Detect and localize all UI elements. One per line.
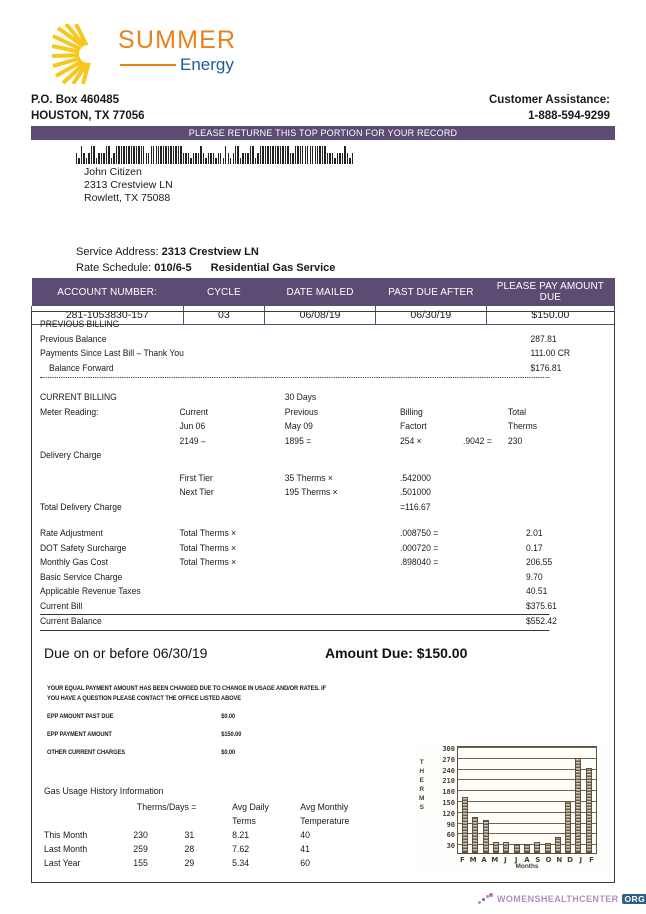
epp-payment-label: EPP PAYMENT AMOUNT xyxy=(47,731,112,738)
payments-row xyxy=(40,347,571,362)
rate-schedule-desc: Residential Gas Service xyxy=(210,262,336,274)
usage-history-table xyxy=(44,801,352,871)
revenue-taxes-label: Applicable Revenue Taxes xyxy=(40,586,141,597)
usage-history-block xyxy=(44,784,357,871)
monthly-gas-cost-rate: .898040 = xyxy=(400,557,439,568)
monthly-gas-cost-basis: Total Therms × xyxy=(179,557,237,568)
epp-other-charges-label: OTHER CURRENT CHARGES xyxy=(47,749,125,756)
next-tier-name: Next Tier xyxy=(179,487,214,498)
usage-subhead-temperature: Temperature xyxy=(300,816,350,827)
dot-surcharge-amount: 0.17 xyxy=(526,542,543,554)
divider-solid-2 xyxy=(40,630,549,631)
rate-schedule-value: 010/6-5 xyxy=(154,262,192,274)
billing-days: 30 Days xyxy=(284,392,317,403)
col-past-due-after: PAST DUE AFTER xyxy=(375,278,486,306)
usage-period-0: This Month xyxy=(44,830,88,841)
statement-lines xyxy=(40,318,571,631)
usage-header-row-2 xyxy=(44,815,352,829)
chart-bar xyxy=(555,837,561,853)
brand-name-primary: SUMMER xyxy=(118,26,237,54)
meter-value-current: 2149 – xyxy=(179,435,206,447)
meter-values-row xyxy=(40,435,549,450)
usage-history-title: Gas Usage History Information xyxy=(44,786,164,797)
spacer-3 xyxy=(40,515,549,527)
company-address-line2: HOUSTON, TX 77056 xyxy=(31,110,145,122)
usage-avg-temp-2: 60 xyxy=(300,858,311,869)
usage-row-last-month xyxy=(44,843,352,857)
customer-assistance-phone: 1-888-594-9299 xyxy=(528,110,610,122)
epp-block xyxy=(47,684,327,766)
monthly-gas-cost-amount: 206.55 xyxy=(526,557,553,568)
sunburst-icon xyxy=(52,24,114,84)
usage-days-0: 31 xyxy=(184,830,195,841)
chart-x-tick: J xyxy=(579,856,583,864)
delivery-charge-row xyxy=(40,449,549,464)
current-balance-row xyxy=(40,615,557,630)
rate-schedule-label: Rate Schedule: xyxy=(76,262,152,274)
revenue-taxes-amount: 40.51 xyxy=(526,586,548,597)
next-tier-rate: .501000 xyxy=(400,487,431,498)
rate-schedule-row xyxy=(76,260,335,276)
usage-avg-daily-1: 7.62 xyxy=(232,844,250,855)
watermark xyxy=(478,893,646,905)
brand-rule xyxy=(120,64,176,66)
chart-bar xyxy=(565,801,571,853)
usage-row-this-month xyxy=(44,829,352,843)
usage-bar-chart xyxy=(415,744,607,874)
chart-x-tick: J xyxy=(504,856,507,864)
meter-therms-label: Therms xyxy=(508,421,537,432)
chart-bar xyxy=(493,842,499,853)
account-table-header-row xyxy=(32,278,615,306)
chart-bar xyxy=(534,842,540,853)
meter-date-current: Jun 06 xyxy=(179,421,206,432)
meter-value-billing: 254 × xyxy=(400,435,422,447)
chart-y-axis-ticks: 300 270 240 210 180 150 120 90 60 30 xyxy=(442,745,455,851)
spacer-2 xyxy=(40,464,549,472)
usage-period-2: Last Year xyxy=(44,858,81,869)
basic-service-charge-label: Basic Service Charge xyxy=(40,571,123,583)
next-tier-row xyxy=(40,486,549,501)
col-date-mailed: DATE MAILED xyxy=(265,278,376,306)
rate-adjustment-row xyxy=(40,527,549,542)
meter-value-total: 230 xyxy=(508,435,523,447)
amount-due-text: Amount Due: $150.00 xyxy=(325,645,468,661)
chart-bar xyxy=(545,843,551,853)
col-account-number: ACCOUNT NUMBER: xyxy=(32,278,184,306)
total-delivery-row xyxy=(40,501,549,516)
balance-forward-amount: $176.81 xyxy=(530,362,562,374)
chart-y-axis-title: T H E R M S xyxy=(419,759,425,811)
val-date-mailed: 06/08/19 xyxy=(265,306,376,325)
current-bill-amount: $375.61 xyxy=(526,600,557,612)
val-cycle: 03 xyxy=(183,306,265,325)
customer-assistance-label: Customer Assistance: xyxy=(488,94,610,106)
epp-note: YOUR EQUAL PAYMENT AMOUNT HAS BEEN CHANGED DUE TO CHANGE IN USAGE AND/OR RATES. IF YOU HAVE A QUESTION PLEASE CONTACT THE OFFICE LISTED ABOVE xyxy=(47,685,327,702)
return-notice-bar: PLEASE RETURNE THIS TOP PORTION FOR YOUR RECORD xyxy=(31,126,615,140)
usage-avg-temp-1: 41 xyxy=(300,844,311,855)
meter-head-total: Total xyxy=(508,406,527,418)
meter-head-previous: Previous xyxy=(284,406,319,418)
usage-avg-daily-2: 5.34 xyxy=(232,858,250,869)
previous-balance-row xyxy=(40,333,557,348)
previous-balance-label: Previous Balance xyxy=(40,333,107,345)
balance-forward-label: Balance Forward xyxy=(49,362,114,374)
customer-assistance xyxy=(489,92,610,124)
chart-x-tick: S xyxy=(535,856,541,864)
watermark-dots-icon xyxy=(478,893,494,905)
chart-bar xyxy=(462,797,468,853)
current-balance-amount: $552.42 xyxy=(526,616,557,627)
epp-past-due-value: $0.00 xyxy=(221,713,236,720)
chart-x-tick: F xyxy=(459,856,465,864)
previous-billing-title: PREVIOUS BILLING xyxy=(40,319,120,330)
payments-label: Payments Since Last Bill – Thank You xyxy=(40,348,184,359)
meter-head2-row xyxy=(40,420,549,435)
basic-service-charge-amount: 9.70 xyxy=(526,571,543,583)
chart-bars xyxy=(458,747,596,853)
val-amount-due: $150.00 xyxy=(486,306,614,325)
current-balance-label: Current Balance xyxy=(40,616,102,627)
mail-name: John Citizen xyxy=(84,166,142,178)
usage-period-1: Last Month xyxy=(44,844,88,855)
usage-header-row-1 xyxy=(44,801,352,815)
chart-x-tick: D xyxy=(567,856,573,864)
brand-wordmark xyxy=(118,28,236,73)
chart-bar xyxy=(575,758,581,853)
next-tier-therms: 195 Therms × xyxy=(284,487,338,498)
chart-bar xyxy=(524,844,530,853)
usage-head-therms-days: Therms/Days = xyxy=(136,802,197,813)
mail-citystatezip: Rowlett, TX 75088 xyxy=(84,192,171,204)
chart-x-tick: J xyxy=(514,856,518,864)
service-address-row xyxy=(76,244,335,260)
company-address xyxy=(31,92,145,124)
chart-x-axis-title: Months xyxy=(515,863,539,870)
col-amount-due: PLEASE PAY AMOUNT DUE xyxy=(486,278,614,306)
balance-forward-row xyxy=(40,362,562,377)
meter-head-current: Current xyxy=(179,406,209,418)
spacer-1 xyxy=(40,379,549,391)
chart-x-tick: A xyxy=(524,856,530,864)
dot-surcharge-basis: Total Therms × xyxy=(179,542,237,554)
dot-surcharge-label: DOT Safety Surcharge xyxy=(40,542,127,554)
meter-reading-label: Meter Reading: xyxy=(40,406,99,418)
watermark-text: WOMENSHEALTHCENTER xyxy=(497,894,619,904)
current-bill-label: Current Bill xyxy=(40,600,83,612)
usage-head-avg-monthly: Avg Monthly xyxy=(300,802,349,813)
epp-past-due-row xyxy=(47,712,311,730)
current-billing-title-row xyxy=(40,391,549,406)
chart-x-tick: M xyxy=(469,856,477,864)
payments-amount: 111.00 CR xyxy=(530,348,571,359)
meter-head-billing: Billing xyxy=(400,406,423,418)
total-delivery-label: Total Delivery Charge xyxy=(40,501,122,513)
dot-surcharge-row xyxy=(40,542,549,557)
first-tier-name: First Tier xyxy=(179,472,213,484)
brand-name-secondary: Energy xyxy=(180,55,234,74)
divider-dotted-1 xyxy=(40,377,549,378)
meter-head-row xyxy=(40,406,549,421)
first-tier-row xyxy=(40,472,549,487)
basic-service-charge-row xyxy=(40,571,549,586)
chart-bar xyxy=(472,817,478,853)
epp-payment-row xyxy=(47,730,311,748)
chart-bar xyxy=(514,844,520,853)
mailing-address xyxy=(84,166,173,205)
usage-row-last-year xyxy=(44,857,352,871)
val-past-due-after: 06/30/19 xyxy=(375,306,486,325)
usage-days-2: 29 xyxy=(184,858,195,869)
current-billing-title: CURRENT BILLING xyxy=(40,392,117,403)
epp-payment-value: $150.00 xyxy=(221,731,242,738)
usage-days-1: 28 xyxy=(184,844,195,855)
chart-x-tick: O xyxy=(545,856,552,864)
chart-x-tick: F xyxy=(589,856,594,864)
usage-therms-0: 230 xyxy=(133,830,148,841)
revenue-taxes-row xyxy=(40,585,549,600)
epp-past-due-label: EPP AMOUNT PAST DUE xyxy=(47,713,114,720)
rate-adjustment-basis: Total Therms × xyxy=(179,528,237,539)
usage-avg-temp-0: 40 xyxy=(300,830,311,841)
total-delivery-amount: =116.67 xyxy=(400,501,431,513)
usage-therms-2: 155 xyxy=(133,858,148,869)
epp-other-charges-value: $0.00 xyxy=(221,749,236,756)
service-address-value: 2313 Crestview LN xyxy=(161,246,259,258)
monthly-gas-cost-label: Monthly Gas Cost xyxy=(40,557,108,568)
chart-x-tick: A xyxy=(481,856,487,864)
chart-bar xyxy=(586,768,592,853)
chart-bar xyxy=(503,842,509,853)
chart-x-tick: M xyxy=(491,856,499,864)
chart-x-tick: N xyxy=(556,856,563,864)
first-tier-rate: .542000 xyxy=(400,472,431,484)
usage-therms-1: 259 xyxy=(133,844,148,855)
rate-adjustment-amount: 2.01 xyxy=(526,528,543,539)
meter-factor-label: Factort xyxy=(400,421,427,432)
chart-plot-area xyxy=(457,746,597,854)
meter-date-previous: May 09 xyxy=(284,421,313,432)
rate-adjustment-rate: .008750 = xyxy=(400,528,439,539)
usage-head-avg-daily: Avg Daily xyxy=(232,802,269,813)
current-bill-row xyxy=(40,600,557,615)
col-cycle: CYCLE xyxy=(183,278,265,306)
meter-value-factor: .9042 = xyxy=(463,435,492,447)
val-account-number: 281-1053830-157 xyxy=(32,306,184,325)
usage-head-blank xyxy=(44,801,128,815)
rate-adjustment-label: Rate Adjustment xyxy=(40,528,103,539)
delivery-charge-label: Delivery Charge xyxy=(40,450,102,461)
epp-other-charges-row xyxy=(47,748,311,766)
usage-subhead-terms: Terms xyxy=(232,816,256,827)
dot-surcharge-rate: .000720 = xyxy=(400,542,439,554)
monthly-gas-cost-row xyxy=(40,556,553,571)
brand-logo xyxy=(52,24,312,86)
previous-billing-title-row xyxy=(40,318,549,333)
chart-bar xyxy=(483,820,489,853)
usage-avg-daily-0: 8.21 xyxy=(232,830,250,841)
previous-balance-amount: 287.81 xyxy=(530,333,557,345)
meter-value-previous: 1895 = xyxy=(284,435,312,447)
company-address-line1: P.O. Box 460485 xyxy=(31,94,120,106)
watermark-org-badge: ORG xyxy=(622,894,646,904)
due-date-text: Due on or before 06/30/19 xyxy=(44,645,208,661)
mail-street: 2313 Crestview LN xyxy=(84,179,173,191)
first-tier-therms: 35 Therms × xyxy=(284,472,333,484)
service-info xyxy=(76,244,335,276)
service-address-label: Service Address: xyxy=(76,246,159,258)
postal-barcode xyxy=(76,144,364,164)
